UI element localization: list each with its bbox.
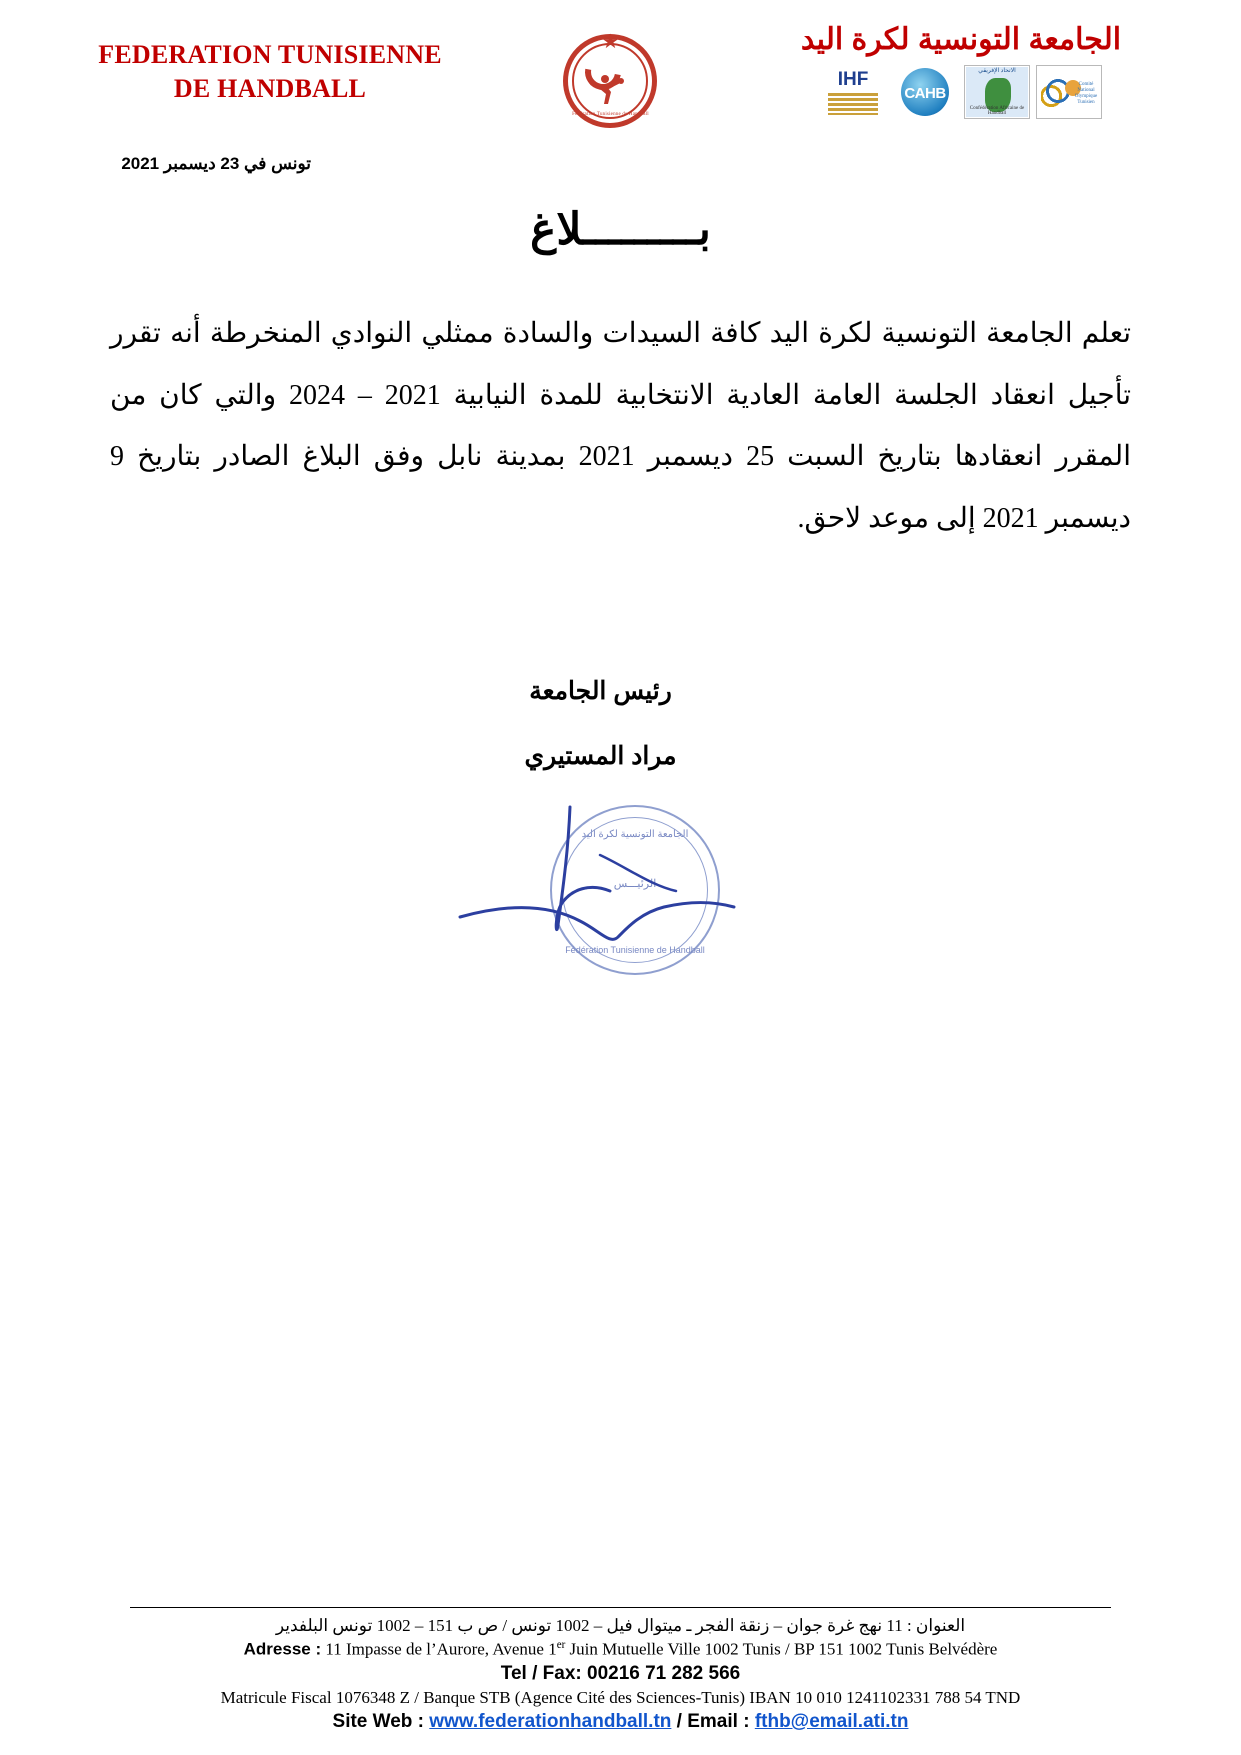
signer-name: مراد المستيري	[524, 742, 677, 771]
page-title: بـــــــــلاغ	[530, 205, 711, 254]
fr-title-line1: FEDERATION TUNISIENNE	[98, 40, 442, 69]
stamp-bottom-text: Fédération Tunisienne de Handball	[565, 945, 705, 956]
fr-title-line2: DE HANDBALL	[173, 74, 367, 104]
footer-address-fr-label: Adresse :	[243, 1640, 322, 1659]
affiliation-badges	[751, 65, 1171, 119]
header-arabic-title-area	[751, 22, 1171, 119]
noc-label: Comité National Olympique Tunisien	[1074, 82, 1098, 105]
signature-block	[70, 659, 1171, 789]
footer-telephone: Tel / Fax: 00216 71 282 566	[500, 1663, 741, 1684]
document-footer	[70, 1607, 1171, 1733]
handball-player-icon	[595, 74, 625, 108]
ihf-label: IHF	[837, 69, 869, 90]
cahb-label: CAHB	[904, 85, 946, 102]
body-paragraph: تعلم الجامعة التونسية لكرة اليد كافة السيدات والسادة ممثلي النوادي المنخرطة أنه تقرر تأجيل انعقاد الجلسة العامة العادية الانتخابية للمدة النيابية 2021 – 2024 والتي كان من المقرر انعقادها بتاريخ السبت 25 ديسمبر 2021 بمدينة نابل وفق البلاغ الصادر بتاريخ 9 ديسمبر 2021 إلى موعد لاحق.	[110, 318, 1132, 534]
logo-caption: Fédération Tunisienne de Handball	[572, 112, 649, 117]
tunisian-olympic-committee-logo-icon	[1036, 65, 1102, 119]
footer-address-fr	[70, 1639, 1171, 1660]
footer-divider	[130, 1607, 1111, 1608]
cahb-logo-icon	[892, 65, 958, 119]
footer-address-fr-part1: 11 Impasse de l’Aurore, Avenue 1	[325, 1640, 557, 1659]
footer-web-label: Site Web :	[332, 1711, 425, 1732]
stamp-and-signature-area	[70, 795, 1171, 1035]
footer-address-ar: العنوان : 11 نهج غرة جوان – زنقة الفجر ـ ميتوال فيل – 1002 تونس / ص ب 151 – 1002 تونس البلفدير	[275, 1616, 966, 1636]
ihf-logo-icon	[820, 65, 886, 119]
african-union-caption: Confédération Africaine de Handball	[969, 106, 1025, 116]
african-union-logo-icon	[964, 65, 1030, 119]
footer-address-fr-part2: Juin Mutuelle Ville 1002 Tunis / BP 151 1002 Tunis Belvédère	[565, 1640, 998, 1659]
footer-fiscal-info: Matricule Fiscal 1076348 Z / Banque STB (Agence Cité des Sciences-Tunis) IBAN 10 010 1241102331 788 54 TND	[220, 1688, 1021, 1707]
footer-address-fr-sup: er	[556, 1639, 566, 1652]
footer-website-link[interactable]: www.federationhandball.tn	[429, 1711, 672, 1732]
stamp-top-text: الجامعة التونسية لكرة اليد	[581, 829, 689, 841]
dateline: تونس في 23 ديسمبر 2021	[121, 154, 311, 173]
footer-email-link[interactable]: fthb@email.ati.tn	[754, 1711, 909, 1732]
african-union-label: الاتحاد الإفريقي	[978, 68, 1016, 74]
signer-role: رئيس الجامعة	[529, 677, 672, 706]
header-french-title	[70, 22, 470, 107]
ar-title: الجامعة التونسية لكرة اليد	[800, 23, 1122, 56]
footer-web-line	[70, 1711, 1171, 1733]
document-header	[70, 0, 1171, 140]
handwritten-signature	[450, 795, 810, 995]
federation-logo-icon: ★ Fédération Tunisienne de Handball	[555, 24, 667, 136]
footer-email-label: / Email :	[676, 1711, 750, 1732]
stamp-middle-text: الرئيـــس	[613, 878, 657, 891]
header-logo-area	[536, 22, 686, 136]
